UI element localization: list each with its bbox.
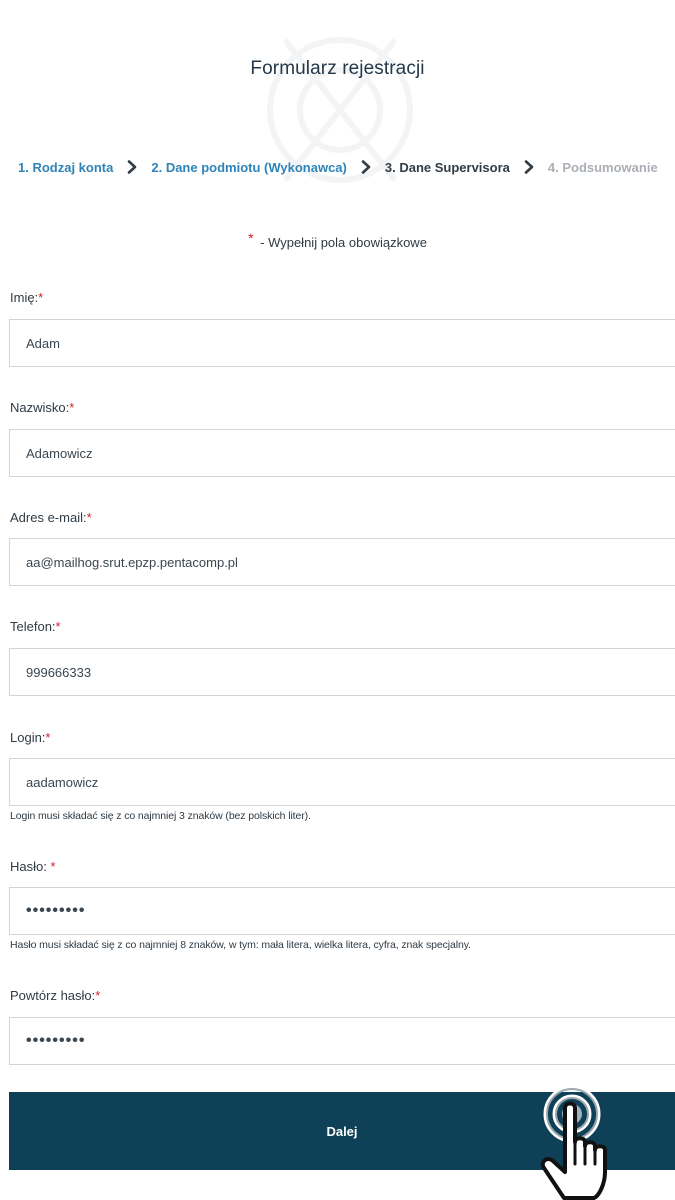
required-fields-note: [0, 230, 675, 250]
last-name-input[interactable]: Adamowicz: [9, 429, 675, 477]
phone-label: [10, 619, 61, 634]
last-name-label: [10, 400, 74, 415]
repeat-password-label: [10, 988, 100, 1003]
hand-pointer-icon: [538, 1084, 638, 1200]
first-name-label: [10, 290, 43, 305]
label-text: Powtórz hasło:: [10, 988, 96, 1003]
label-text: Telefon:: [10, 619, 56, 634]
watermark-emblem: [225, 0, 455, 220]
required-star: *: [69, 400, 75, 415]
repeat-password-input[interactable]: •••••••••: [9, 1017, 675, 1065]
required-star: *: [95, 988, 101, 1003]
required-star: *: [86, 510, 92, 525]
step-supervisor-data: 3. Dane Supervisora: [384, 159, 510, 175]
password-hint: Hasło musi składać się z co najmniej 8 znaków, w tym: mała litera, wielka litera, cyfra, znak specjalny.: [10, 939, 471, 951]
required-star: *: [248, 230, 254, 246]
label-text: Login:: [10, 730, 46, 745]
email-label: [10, 510, 92, 525]
email-input[interactable]: aa@mailhog.srut.epzp.pentacomp.pl: [9, 538, 675, 586]
required-star: *: [45, 730, 51, 745]
next-button[interactable]: Dalej: [9, 1092, 675, 1170]
chevron-right-icon: [124, 159, 140, 175]
login-input[interactable]: aadamowicz: [9, 758, 675, 806]
required-note-text: - Wypełnij pola obowiązkowe: [256, 235, 427, 250]
required-star: *: [55, 619, 61, 634]
required-star: *: [38, 290, 44, 305]
label-text: Nazwisko:: [10, 400, 70, 415]
step-entity-data[interactable]: 2. Dane podmiotu (Wykonawca): [151, 159, 347, 175]
password-input[interactable]: •••••••••: [9, 887, 675, 935]
phone-input[interactable]: 999666333: [9, 648, 675, 696]
required-star: *: [50, 859, 56, 874]
chevron-right-icon: [521, 159, 537, 175]
login-label: [10, 730, 50, 745]
password-label: [10, 859, 56, 874]
chevron-right-icon: [358, 159, 374, 175]
first-name-input[interactable]: Adam: [9, 319, 675, 367]
page-title: Formularz rejestracji: [250, 58, 425, 79]
label-text: Imię:: [10, 290, 39, 305]
label-text: Hasło:: [10, 859, 51, 874]
registration-steps: [18, 156, 675, 178]
step-account-type[interactable]: 1. Rodzaj konta: [18, 159, 114, 175]
login-hint: Login musi składać się z co najmniej 3 znaków (bez polskich liter).: [10, 810, 311, 822]
label-text: Adres e-mail:: [10, 510, 87, 525]
step-summary: 4. Podsumowanie: [547, 159, 658, 175]
